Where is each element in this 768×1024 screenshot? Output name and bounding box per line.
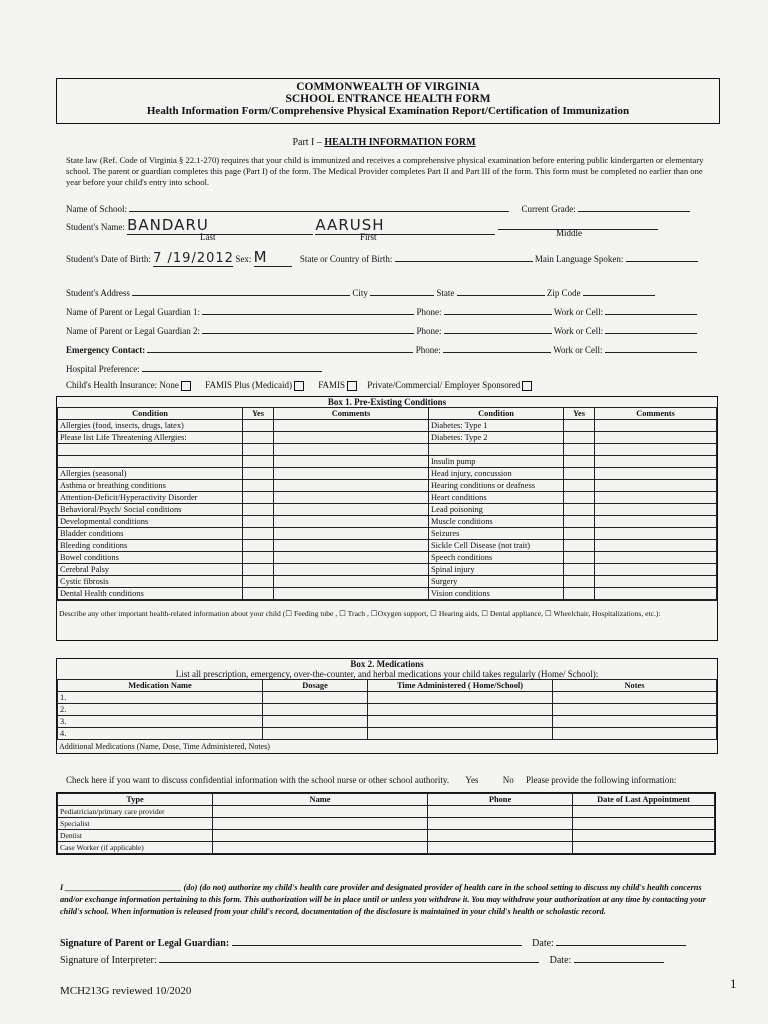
provider-header-row: Type Name Phone Date of Last Appointment	[58, 794, 715, 806]
condition-right: Lead poisoning	[429, 504, 564, 516]
condition-right-comments[interactable]	[595, 420, 717, 432]
condition-right-comments[interactable]	[595, 540, 717, 552]
grade-field[interactable]	[578, 211, 690, 212]
interpreter-signature-field[interactable]	[159, 962, 539, 963]
condition-right-comments[interactable]	[595, 552, 717, 564]
medication-dosage-cell[interactable]	[263, 716, 368, 728]
provider-type-cell: Dentist	[58, 830, 213, 842]
medication-time-cell[interactable]	[368, 716, 553, 728]
first-caption: First	[360, 232, 377, 242]
medication-name-cell[interactable]: 2.	[58, 704, 263, 716]
condition-right-comments[interactable]	[595, 432, 717, 444]
provider-box	[56, 792, 716, 855]
medication-notes-cell[interactable]	[553, 704, 717, 716]
condition-right-yes[interactable]	[564, 552, 595, 564]
condition-left-yes[interactable]	[243, 576, 274, 588]
medication-time-cell[interactable]	[368, 728, 553, 740]
condition-right: Muscle conditions	[429, 516, 564, 528]
medication-notes-cell[interactable]	[553, 728, 717, 740]
condition-left-yes[interactable]	[243, 468, 274, 480]
condition-right-comments[interactable]	[595, 504, 717, 516]
condition-left-yes[interactable]	[243, 492, 274, 504]
condition-left-comments[interactable]	[274, 456, 429, 468]
condition-left-comments[interactable]	[274, 468, 429, 480]
condition-row	[58, 420, 717, 432]
provider-name-cell[interactable]	[213, 842, 428, 854]
condition-right-comments[interactable]	[595, 528, 717, 540]
emergency-phone[interactable]	[443, 352, 551, 353]
box2-subtitle: List all prescription, emergency, over-the-counter, and herbal medications your child takes regularly (Home/ School):	[175, 669, 599, 679]
provider-name-cell[interactable]	[213, 818, 428, 830]
condition-left-yes[interactable]	[243, 504, 274, 516]
provider-type-cell: Pediatrician/primary care provider	[58, 806, 213, 818]
guardian1-work[interactable]	[605, 314, 697, 315]
medication-dosage-cell[interactable]	[263, 692, 368, 704]
condition-left-comments[interactable]	[274, 420, 429, 432]
condition-right-comments[interactable]	[595, 480, 717, 492]
insurance-none-checkbox[interactable]	[181, 381, 191, 391]
medication-row	[58, 716, 717, 728]
condition-right-yes[interactable]	[564, 432, 595, 444]
condition-left: Attention-Deficit/Hyperactivity Disorder	[58, 492, 243, 504]
condition-right: Diabetes: Type 1	[429, 420, 564, 432]
condition-left-yes[interactable]	[243, 564, 274, 576]
condition-right-yes[interactable]	[564, 564, 595, 576]
school-row: Name of School: Current Grade:	[66, 204, 690, 214]
middle-caption: Middle	[556, 228, 582, 238]
condition-right-comments[interactable]	[595, 516, 717, 528]
condition-right: Insulin pump	[429, 456, 564, 468]
consent-text: I ____________________________ (do) (do not) authorize my child's health care provider and designated provider of health care in the school setting to discuss my child's health concerns and/or exchange information pertaining to this form. This authorization will be in place until or unless you withdraw it. You may withdraw your authorization at any time by contacting your child's school. When information is released from your child's record, documentation of the disclosure is maintained in your child's health or scholastic record.	[60, 883, 706, 916]
condition-right: Spinal injury	[429, 564, 564, 576]
last-caption: Last	[200, 232, 216, 242]
condition-left-yes[interactable]	[243, 420, 274, 432]
medication-dosage-cell[interactable]	[263, 704, 368, 716]
medication-time-cell[interactable]	[368, 704, 553, 716]
condition-right-comments[interactable]	[595, 444, 717, 456]
condition-left-comments[interactable]	[274, 444, 429, 456]
additional-medications[interactable]: Additional Medications (Name, Dose, Time Administered, Notes)	[59, 742, 270, 751]
provider-row	[58, 806, 715, 818]
insurance-famis-checkbox[interactable]	[347, 381, 357, 391]
medication-name-cell[interactable]: 3.	[58, 716, 263, 728]
condition-left-yes[interactable]	[243, 480, 274, 492]
condition-left-yes[interactable]	[243, 540, 274, 552]
condition-right-comments[interactable]	[595, 468, 717, 480]
condition-right-yes[interactable]	[564, 480, 595, 492]
form-footer: MCH213G reviewed 10/2020	[60, 985, 192, 997]
condition-left-comments[interactable]	[274, 588, 429, 600]
condition-left-comments[interactable]	[274, 492, 429, 504]
condition-row	[58, 432, 717, 444]
provider-row	[58, 842, 715, 854]
condition-right-yes[interactable]	[564, 456, 595, 468]
box2-title: Box 2. Medications	[350, 659, 424, 669]
confidential-yes[interactable]: Yes	[465, 775, 479, 785]
dob-field[interactable]	[153, 251, 233, 267]
part-title: Part I – HEALTH INFORMATION FORM	[292, 137, 476, 148]
condition-right-yes[interactable]	[564, 528, 595, 540]
condition-row	[58, 576, 717, 588]
medication-row	[58, 728, 717, 740]
last-name-value: BANDARU	[127, 216, 209, 234]
guardian2-row: Name of Parent or Legal Guardian 2: Phone: Work or Cell:	[66, 326, 697, 336]
condition-left	[58, 444, 243, 456]
condition-right-comments[interactable]	[595, 492, 717, 504]
condition-row	[58, 456, 717, 468]
condition-right-comments[interactable]	[595, 564, 717, 576]
guardian2-field[interactable]	[202, 333, 414, 334]
emergency-work[interactable]	[605, 352, 697, 353]
student-name-row: Student's Name: BANDARU AARUSH	[66, 216, 658, 235]
medication-name-cell[interactable]: 4.	[58, 728, 263, 740]
condition-left-yes[interactable]	[243, 432, 274, 444]
condition-left: Allergies (food, insects, drugs, latex)	[58, 420, 243, 432]
first-name-field[interactable]	[315, 216, 495, 235]
condition-left-yes[interactable]	[243, 528, 274, 540]
condition-left-comments[interactable]	[274, 564, 429, 576]
parent-signature-field[interactable]	[232, 945, 522, 946]
interpreter-signature-row: Signature of Interpreter: Date:	[60, 955, 664, 966]
provider-type-cell: Specialist	[58, 818, 213, 830]
provider-date-cell[interactable]	[573, 818, 715, 830]
parent-date-field[interactable]	[556, 945, 686, 946]
hospital-field[interactable]	[142, 371, 322, 372]
condition-right-yes[interactable]	[564, 420, 595, 432]
sex-value: M	[253, 248, 268, 266]
provider-phone-cell[interactable]	[428, 842, 573, 854]
condition-left-yes[interactable]	[243, 516, 274, 528]
medication-row	[58, 692, 717, 704]
condition-right-yes[interactable]	[564, 492, 595, 504]
condition-left: Bowel conditions	[58, 552, 243, 564]
condition-right: Heart conditions	[429, 492, 564, 504]
provider-phone-cell[interactable]	[428, 830, 573, 842]
condition-left: Developmental conditions	[58, 516, 243, 528]
medication-notes-cell[interactable]	[553, 692, 717, 704]
condition-row	[58, 468, 717, 480]
condition-left-comments[interactable]	[274, 432, 429, 444]
provider-date-cell[interactable]	[573, 842, 715, 854]
condition-left-yes[interactable]	[243, 552, 274, 564]
address-row: Student's Address City State Zip Code	[66, 288, 655, 298]
header-line2: SCHOOL ENTRANCE HEALTH FORM	[285, 93, 491, 105]
page-number: 1	[730, 976, 737, 991]
condition-right-comments[interactable]	[595, 576, 717, 588]
condition-left	[58, 456, 243, 468]
medication-dosage-cell[interactable]	[263, 728, 368, 740]
provider-table	[57, 793, 715, 854]
medications-table	[57, 679, 717, 740]
hospital-row: Hospital Preference:	[66, 364, 322, 374]
provider-name-cell[interactable]	[213, 806, 428, 818]
condition-left-comments[interactable]	[274, 540, 429, 552]
condition-right-comments[interactable]	[595, 456, 717, 468]
guardian2-phone[interactable]	[444, 333, 552, 334]
condition-left-comments[interactable]	[274, 528, 429, 540]
condition-row	[58, 588, 717, 600]
condition-left-comments[interactable]	[274, 576, 429, 588]
dob-row: Student's Date of Birth: 7 /19/2012 Sex: M State or Country of Birth: Main Language Spoken:	[66, 248, 698, 267]
conditions-header-row: Condition Yes Comments Condition Yes Comments	[58, 408, 717, 420]
condition-right-yes[interactable]	[564, 468, 595, 480]
condition-right-yes[interactable]	[564, 540, 595, 552]
intro-text: State law (Ref. Code of Virginia § 22.1-270) requires that your child is immunized and receives a comprehensive physical examination before entering public kindergarten or elementary school. The parent or guardian completes this page (Part I) of the form. The Medical Provider completes Part II and Part III of the form. This form must be completed no earlier than one year before your child's entry into school.	[66, 155, 704, 187]
guardian1-field[interactable]	[202, 314, 414, 315]
pre-existing-conditions-box	[56, 396, 718, 641]
confidential-row: Check here if you want to discuss confidential information with the school nurse or other school authority. Yes No Please provide the following information:	[66, 775, 677, 785]
medication-notes-cell[interactable]	[553, 716, 717, 728]
condition-right: Vision conditions	[429, 588, 564, 600]
provider-date-cell[interactable]	[573, 806, 715, 818]
provider-phone-cell[interactable]	[428, 818, 573, 830]
condition-right: Seizures	[429, 528, 564, 540]
condition-left-comments[interactable]	[274, 480, 429, 492]
provider-row	[58, 830, 715, 842]
form-header	[56, 78, 720, 124]
condition-left-yes[interactable]	[243, 456, 274, 468]
condition-left-yes[interactable]	[243, 444, 274, 456]
guardian1-phone[interactable]	[444, 314, 552, 315]
condition-right: Hearing conditions or deafness	[429, 480, 564, 492]
interpreter-date-field[interactable]	[574, 962, 664, 963]
condition-right-yes[interactable]	[564, 444, 595, 456]
condition-row	[58, 444, 717, 456]
condition-row	[58, 492, 717, 504]
condition-right-yes[interactable]	[564, 576, 595, 588]
sex-field[interactable]	[254, 248, 292, 267]
school-field[interactable]	[129, 211, 509, 212]
condition-row	[58, 540, 717, 552]
conditions-table	[57, 407, 717, 600]
condition-left: Bleeding conditions	[58, 540, 243, 552]
condition-right: Speech conditions	[429, 552, 564, 564]
provider-name-cell[interactable]	[213, 830, 428, 842]
last-name-field[interactable]	[127, 216, 313, 235]
insurance-row: Child's Health Insurance: None FAMIS Plus (Medicaid) FAMIS Private/Commercial/ Employer Sponsored	[66, 380, 534, 391]
provider-date-cell[interactable]	[573, 830, 715, 842]
condition-right: Head injury, concussion	[429, 468, 564, 480]
header-line1: COMMONWEALTH OF VIRGINIA	[296, 81, 480, 93]
first-name-value: AARUSH	[315, 216, 385, 234]
condition-left: Cerebral Palsy	[58, 564, 243, 576]
condition-left-comments[interactable]	[274, 504, 429, 516]
condition-left: Cystic fibrosis	[58, 576, 243, 588]
insurance-famis-plus-checkbox[interactable]	[294, 381, 304, 391]
medication-name-cell[interactable]: 1.	[58, 692, 263, 704]
provider-phone-cell[interactable]	[428, 806, 573, 818]
condition-row	[58, 516, 717, 528]
condition-left: Bladder conditions	[58, 528, 243, 540]
insurance-private-checkbox[interactable]	[522, 381, 532, 391]
city-field[interactable]	[370, 295, 434, 296]
condition-row	[58, 504, 717, 516]
condition-right-yes[interactable]	[564, 504, 595, 516]
condition-right-comments[interactable]	[595, 588, 717, 600]
provider-row	[58, 818, 715, 830]
language-field[interactable]	[626, 261, 698, 262]
medications-header-row: Medication Name Dosage Time Administered ( Home/School) Notes	[58, 680, 717, 692]
parent-signature-row: Signature of Parent or Legal Guardian: Date:	[60, 938, 686, 949]
condition-right: Sickle Cell Disease (not trait)	[429, 540, 564, 552]
provider-type-cell: Case Worker (if applicable)	[58, 842, 213, 854]
condition-row	[58, 564, 717, 576]
condition-row	[58, 480, 717, 492]
condition-right-yes[interactable]	[564, 516, 595, 528]
condition-right-yes[interactable]	[564, 588, 595, 600]
address-field[interactable]	[132, 295, 350, 296]
zip-field[interactable]	[583, 295, 655, 296]
guardian1-row: Name of Parent or Legal Guardian 1: Phone: Work or Cell:	[66, 307, 697, 317]
describe-other-info[interactable]: Describe any other important health-related information about your child (☐ Feeding tube , ☐ Trach , ☐Oxygen support, ☐ Hearing aids, ☐ Dental appliance, ☐ Wheelchair, Hospitalizations, etc.):	[57, 600, 717, 640]
medication-row	[58, 704, 717, 716]
state-field[interactable]	[457, 295, 545, 296]
condition-row	[58, 528, 717, 540]
confidential-no[interactable]: No	[502, 775, 514, 785]
condition-left-comments[interactable]	[274, 552, 429, 564]
condition-left: Allergies (seasonal)	[58, 468, 243, 480]
condition-right	[429, 444, 564, 456]
condition-left-comments[interactable]	[274, 516, 429, 528]
guardian2-work[interactable]	[605, 333, 697, 334]
medication-time-cell[interactable]	[368, 692, 553, 704]
condition-left: Please list Life Threatening Allergies:	[58, 432, 243, 444]
condition-left-yes[interactable]	[243, 588, 274, 600]
condition-left: Asthma or breathing conditions	[58, 480, 243, 492]
condition-left: Dental Health conditions	[58, 588, 243, 600]
condition-left: Behavioral/Psych/ Social conditions	[58, 504, 243, 516]
medications-box	[56, 658, 718, 754]
condition-row	[58, 552, 717, 564]
emergency-row: Emergency Contact: Phone: Work or Cell:	[66, 345, 697, 355]
box1-title: Box 1. Pre-Existing Conditions	[327, 397, 447, 407]
condition-right: Surgery	[429, 576, 564, 588]
dob-value: 7 /19/2012	[153, 251, 234, 266]
header-line3: Health Information Form/Comprehensive Physical Examination Report/Certification of Immunization	[146, 105, 630, 117]
country-field[interactable]	[395, 261, 533, 262]
condition-right: Diabetes: Type 2	[429, 432, 564, 444]
emergency-field[interactable]	[147, 352, 413, 353]
